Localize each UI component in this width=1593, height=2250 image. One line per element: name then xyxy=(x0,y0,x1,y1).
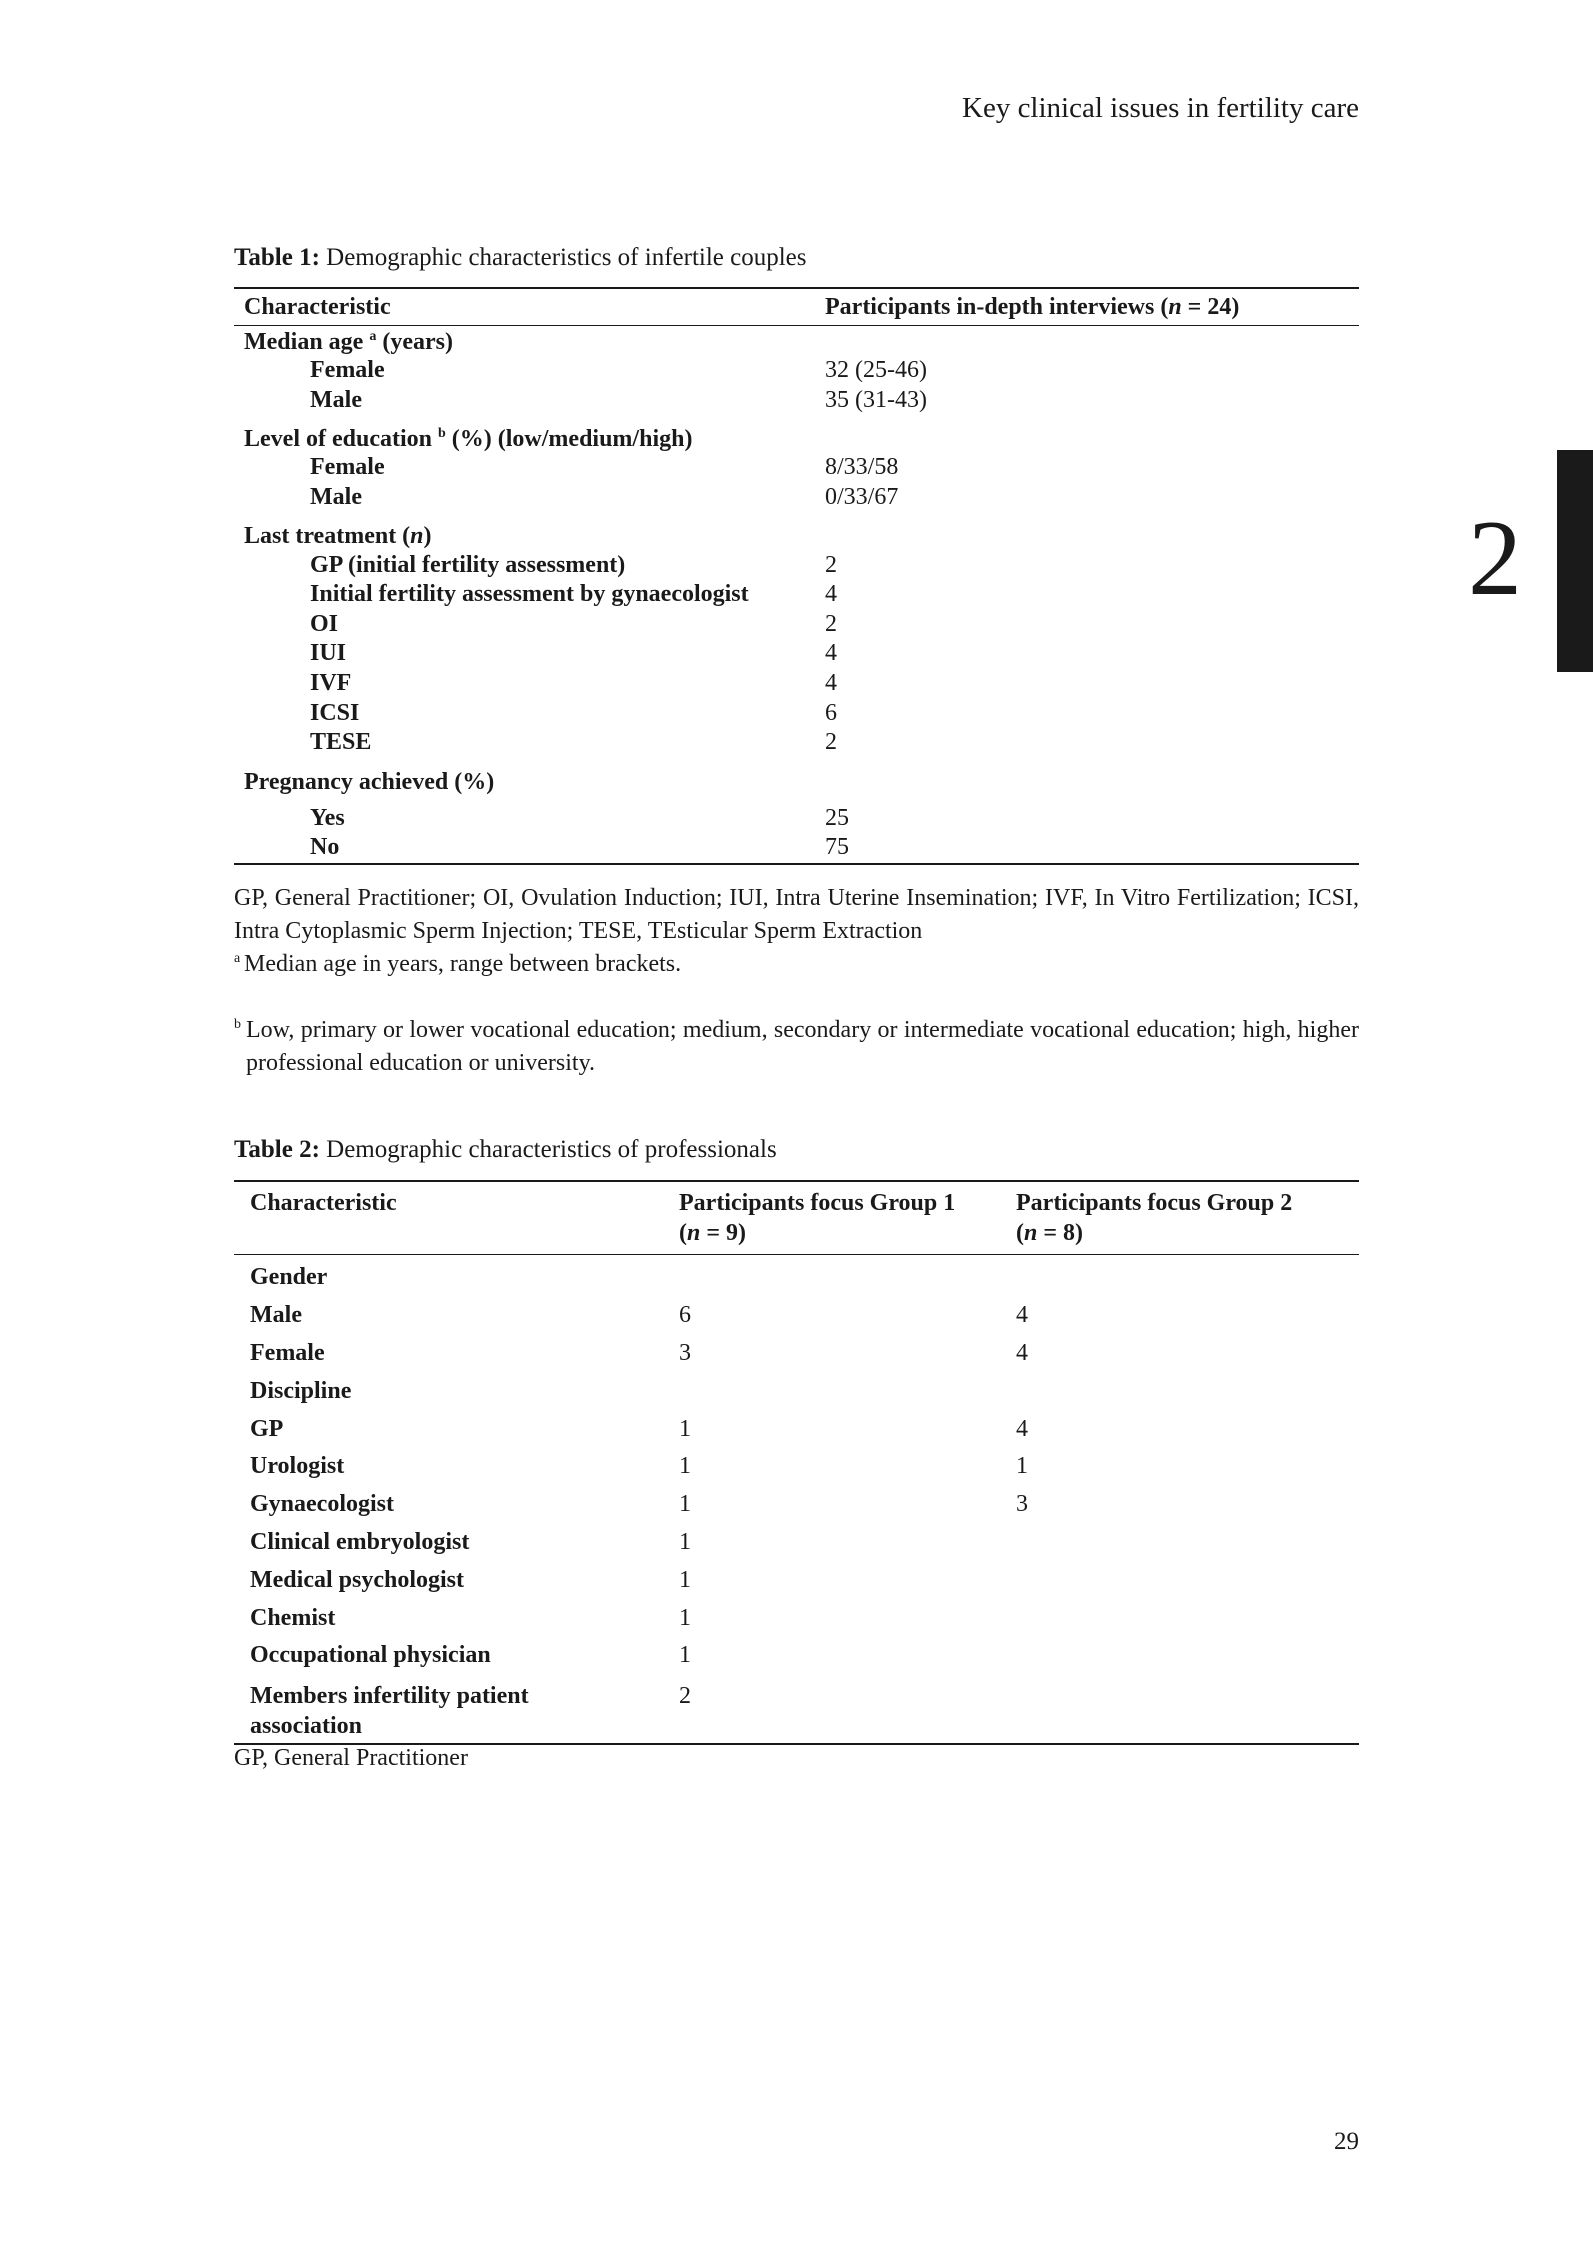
row-label: IUI xyxy=(310,640,347,667)
row-value-group2: 4 xyxy=(1016,1302,1028,1329)
footnote-mark: a xyxy=(369,329,377,344)
row-value: 8/33/58 xyxy=(825,454,899,481)
header-text: Participants in-depth interviews ( xyxy=(825,293,1169,320)
table1-caption-text: Demographic characteristics of infertile couples xyxy=(319,244,807,271)
table-row xyxy=(234,1599,1359,1637)
header-text: = 24) xyxy=(1181,293,1240,320)
row-label: Occupational physician xyxy=(250,1642,491,1669)
row-label: Initial fertility assessment by gynaecologist xyxy=(310,581,749,608)
row-label: IVF xyxy=(310,670,352,697)
table-row xyxy=(234,833,1359,863)
table2-caption-label: Table 2: xyxy=(234,1136,320,1163)
row-value-group1: 2 xyxy=(679,1682,691,1709)
row-value-group1: 1 xyxy=(679,1453,691,1480)
row-value: 25 xyxy=(825,804,849,831)
row-label: Clinical embryologist xyxy=(250,1528,470,1555)
row-value-group1: 1 xyxy=(679,1566,691,1593)
table-row xyxy=(234,610,1359,640)
table2-abbreviations: GP, General Practitioner xyxy=(234,1745,468,1771)
header-n: n xyxy=(1168,293,1182,320)
table1-abbreviations: GP, General Practitioner; OI, Ovulation Induction; IUI, Intra Uterine Insemination; IVF, In Vitro Fertilization; ICSI, Intra Cytoplasmic Sperm Injection; TESE, TEsticular Sperm Extraction xyxy=(234,885,1359,944)
row-label: Female xyxy=(250,1339,325,1366)
table1-header-row xyxy=(234,289,1359,326)
row-label: Yes xyxy=(310,804,345,831)
table-row xyxy=(234,483,1359,513)
table2-col1-header: Characteristic xyxy=(250,1190,397,1216)
table-row xyxy=(234,356,1359,386)
row-label: TESE xyxy=(310,729,372,756)
footnote-text: Low, primary or lower vocational education; medium, secondary or intermediate vocational education; high, higher professional education or university. xyxy=(246,1017,1359,1076)
row-label xyxy=(234,1681,679,1741)
table1-col2-header xyxy=(825,294,1359,321)
row-label: Gender xyxy=(250,1264,328,1291)
row-value-group1: 3 xyxy=(679,1339,691,1366)
chapter-tab-marker xyxy=(1557,450,1593,672)
row-value-group2: 1 xyxy=(1016,1453,1028,1480)
header-text: = 8) xyxy=(1037,1220,1084,1246)
table-row xyxy=(234,1297,1359,1335)
page-number: 29 xyxy=(1334,2128,1359,2155)
group-title xyxy=(234,523,825,550)
group-title-text: (%) (low/medium/high) xyxy=(445,426,693,453)
table-row xyxy=(234,580,1359,610)
row-label: Male xyxy=(310,386,362,413)
row-label: Gynaecologist xyxy=(250,1491,394,1518)
table1-group-last-treatment xyxy=(234,520,1359,550)
table-row xyxy=(234,453,1359,483)
header-n: n xyxy=(687,1220,701,1246)
table-row xyxy=(234,386,1359,416)
table-row xyxy=(234,1335,1359,1373)
row-value: 4 xyxy=(825,640,837,667)
row-value-group1: 1 xyxy=(679,1415,691,1442)
table2-col3-header xyxy=(1016,1188,1359,1248)
row-value-group1: 1 xyxy=(679,1642,691,1669)
row-value-group2: 4 xyxy=(1016,1415,1028,1442)
header-text: Participants focus Group 2 xyxy=(1016,1190,1293,1216)
row-label: Female xyxy=(310,357,385,384)
header-text: ( xyxy=(1016,1220,1024,1246)
row-value-group1: 1 xyxy=(679,1491,691,1518)
table2 xyxy=(234,1180,1359,1745)
table-row xyxy=(234,1561,1359,1599)
group-title-n: n xyxy=(410,523,424,550)
row-label: Male xyxy=(310,484,362,511)
table2-col2-header xyxy=(679,1188,1016,1248)
table1-group-education xyxy=(234,423,1359,453)
table-row xyxy=(234,1675,1359,1743)
group-title: Pregnancy achieved (%) xyxy=(244,768,495,795)
chapter-number: 2 xyxy=(1468,499,1522,618)
row-label: Male xyxy=(250,1302,302,1329)
table-row xyxy=(234,698,1359,728)
header-text: = 9) xyxy=(700,1220,747,1246)
row-value: 75 xyxy=(825,834,849,861)
row-label: Discipline xyxy=(250,1377,352,1404)
row-label-line: Members infertility patient xyxy=(250,1682,529,1709)
row-value: 2 xyxy=(825,610,837,637)
table1-group-median-age xyxy=(234,326,1359,356)
header-text: Participants focus Group 1 xyxy=(679,1190,956,1216)
table1-footnote-a xyxy=(234,948,1359,981)
row-label: ICSI xyxy=(310,699,360,726)
group-title xyxy=(234,329,825,356)
table-row xyxy=(234,728,1359,758)
row-value: 4 xyxy=(825,581,837,608)
header-n-line xyxy=(679,1218,1016,1248)
table-row xyxy=(234,669,1359,699)
row-label: Medical psychologist xyxy=(250,1566,464,1593)
footnote-mark: a xyxy=(234,951,241,966)
row-label: No xyxy=(310,834,340,861)
row-value: 2 xyxy=(825,551,837,578)
table-row xyxy=(234,1259,1359,1297)
table2-body xyxy=(234,1255,1359,1743)
row-value-group1: 1 xyxy=(679,1528,691,1555)
row-label: Female xyxy=(310,454,385,481)
table-row xyxy=(234,1524,1359,1562)
row-value: 32 (25-46) xyxy=(825,357,927,384)
table-row xyxy=(234,804,1359,834)
header-n: n xyxy=(1024,1220,1038,1246)
row-label: GP (initial fertility assessment) xyxy=(310,551,626,578)
group-title xyxy=(234,426,825,453)
footnote-mark: b xyxy=(234,1017,241,1032)
header-text: ( xyxy=(679,1220,687,1246)
row-label: Chemist xyxy=(250,1604,336,1631)
table1-caption xyxy=(234,244,807,272)
table-row xyxy=(234,1637,1359,1675)
row-value-group2: 4 xyxy=(1016,1339,1028,1366)
table1-col1-header: Characteristic xyxy=(244,293,391,320)
header-n-line xyxy=(1016,1218,1359,1248)
row-value-group2: 3 xyxy=(1016,1491,1028,1518)
table-row xyxy=(234,1448,1359,1486)
table1-caption-label: Table 1: xyxy=(234,244,320,271)
row-label: OI xyxy=(310,610,339,637)
table-row xyxy=(234,1410,1359,1448)
footnote-text: Median age in years, range between brackets. xyxy=(244,951,682,977)
group-title-text: Median age xyxy=(244,329,370,355)
table1 xyxy=(234,287,1359,865)
row-value-group1: 1 xyxy=(679,1604,691,1631)
table-row xyxy=(234,1486,1359,1524)
group-title-text: ) xyxy=(423,523,432,550)
running-head: Key clinical issues in fertility care xyxy=(962,92,1359,124)
row-value: 6 xyxy=(825,699,837,726)
table1-footnote-b xyxy=(234,1014,1359,1080)
row-value-group1: 6 xyxy=(679,1302,691,1329)
table2-header-row xyxy=(234,1182,1359,1255)
row-label: Urologist xyxy=(250,1453,345,1480)
footnote-mark: b xyxy=(437,426,446,442)
table2-caption-text: Demographic characteristics of professionals xyxy=(319,1136,777,1163)
row-label-line: association xyxy=(250,1712,363,1739)
row-value: 2 xyxy=(825,729,837,756)
group-title-text: Level of education xyxy=(244,426,438,453)
table-row xyxy=(234,550,1359,580)
table-row xyxy=(234,639,1359,669)
table2-caption xyxy=(234,1136,777,1164)
row-value: 35 (31-43) xyxy=(825,386,927,413)
row-label: GP xyxy=(250,1415,284,1442)
row-value: 4 xyxy=(825,670,837,697)
group-title-text: (years) xyxy=(376,329,453,355)
table-row xyxy=(234,1372,1359,1410)
row-value: 0/33/67 xyxy=(825,484,899,511)
group-title-text: Last treatment ( xyxy=(244,523,411,550)
table1-group-pregnancy xyxy=(234,766,1359,796)
